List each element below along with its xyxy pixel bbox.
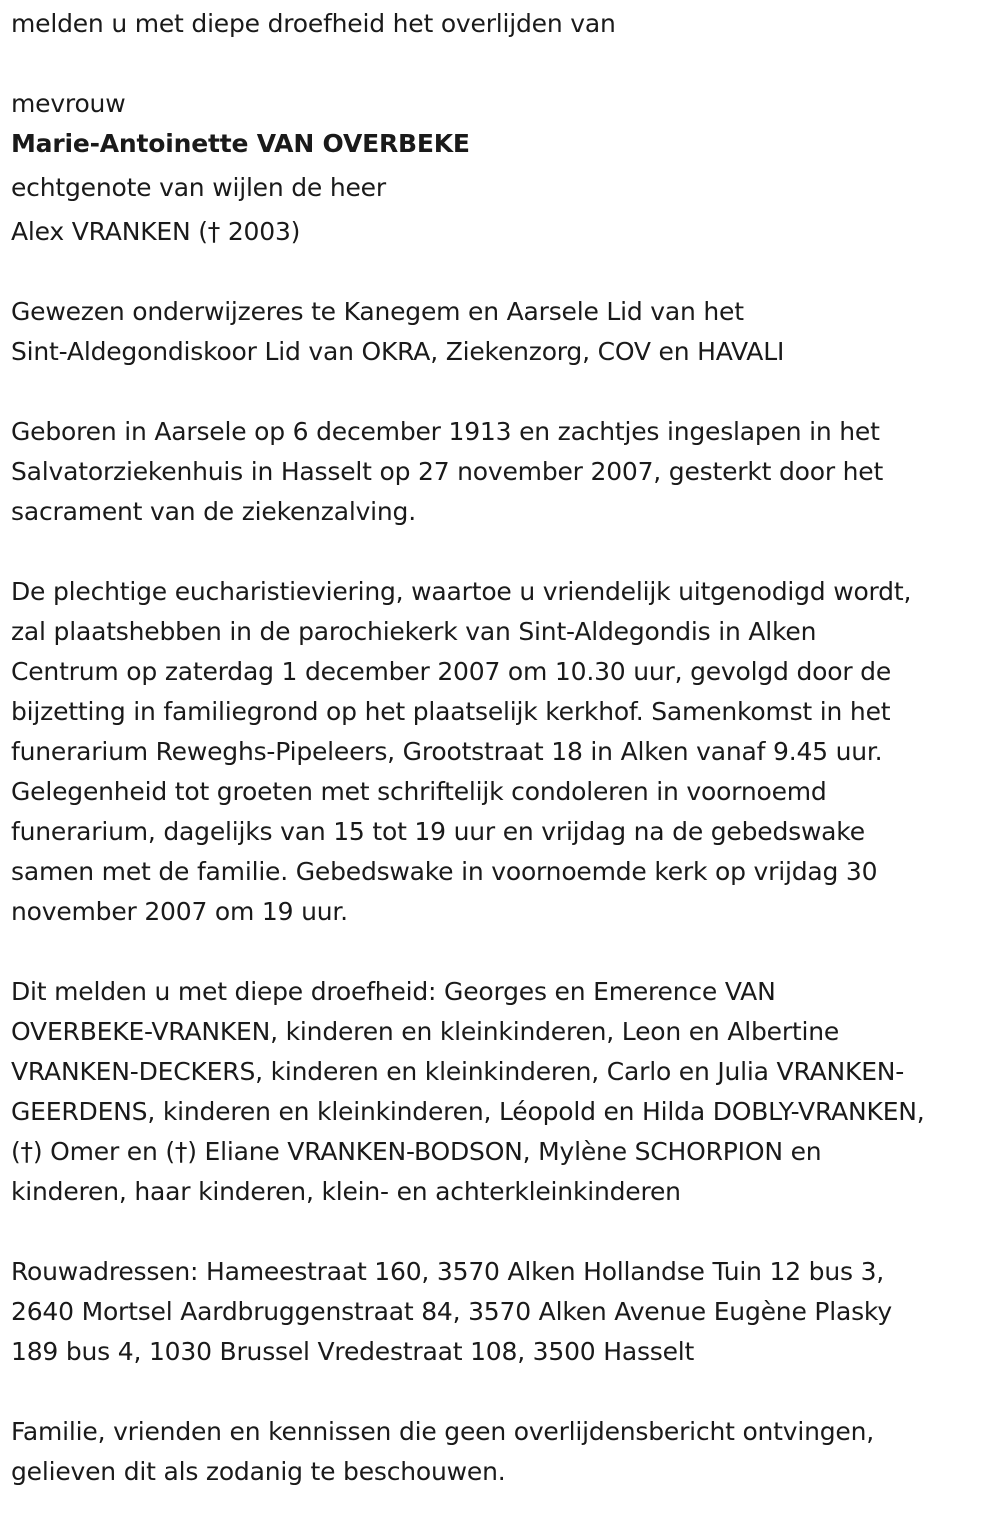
occupation-paragraph — [11, 292, 993, 372]
family-line: OVERBEKE-VRANKEN, kinderen en kleinkinderen, Leon en Albertine — [11, 1017, 840, 1046]
ceremony-line: november 2007 om 19 uur. — [11, 897, 348, 926]
birth-death-line: sacrament van de ziekenzalving. — [11, 497, 416, 526]
spouse-line-2: Alex VRANKEN († 2003) — [11, 217, 301, 246]
ceremony-line: De plechtige eucharistieviering, waartoe u vriendelijk uitgenodigd wordt, — [11, 577, 912, 606]
address-line: Rouwadressen: Hameestraat 160, 3570 Alken Hollandse Tuin 12 bus 3, — [11, 1257, 885, 1286]
address-line: 189 bus 4, 1030 Brussel Vredestraat 108, 3500 Hasselt — [11, 1337, 695, 1366]
address-line: 2640 Mortsel Aardbruggenstraat 84, 3570 Alken Avenue Eugène Plasky — [11, 1297, 892, 1326]
addresses-paragraph — [11, 1252, 993, 1372]
spouse-line-1: echtgenote van wijlen de heer — [11, 173, 386, 202]
intro-text: melden u met diepe droefheid het overlijden van — [11, 9, 616, 38]
family-line: kinderen, haar kinderen, klein- en achterkleinkinderen — [11, 1177, 681, 1206]
closing-line: gelieven dit als zodanig te beschouwen. — [11, 1457, 506, 1486]
ceremony-line: zal plaatshebben in de parochiekerk van Sint-Aldegondis in Alken — [11, 617, 817, 646]
family-line: VRANKEN-DECKERS, kinderen en kleinkinderen, Carlo en Julia VRANKEN- — [11, 1057, 905, 1086]
family-line: (†) Omer en (†) Eliane VRANKEN-BODSON, Mylène SCHORPION en — [11, 1137, 822, 1166]
family-line: GEERDENS, kinderen en kleinkinderen, Léopold en Hilda DOBLY-VRANKEN, — [11, 1097, 925, 1126]
birth-death-paragraph — [11, 412, 993, 532]
family-paragraph — [11, 972, 993, 1212]
deceased-name: Marie-Antoinette VAN OVERBEKE — [11, 129, 470, 158]
birth-death-line: Geboren in Aarsele op 6 december 1913 en zachtjes ingeslapen in het — [11, 417, 880, 446]
obituary-document — [11, 0, 993, 1492]
ceremony-line: bijzetting in familiegrond op het plaatselijk kerkhof. Samenkomst in het — [11, 697, 891, 726]
ceremony-paragraph — [11, 572, 993, 932]
ceremony-line: Centrum op zaterdag 1 december 2007 om 10.30 uur, gevolgd door de — [11, 657, 891, 686]
closing-line: Familie, vrienden en kennissen die geen overlijdensbericht ontvingen, — [11, 1417, 875, 1446]
closing-paragraph — [11, 1412, 993, 1492]
family-line: Dit melden u met diepe droefheid: Georges en Emerence VAN — [11, 977, 776, 1006]
ceremony-line: funerarium, dagelijks van 15 tot 19 uur en vrijdag na de gebedswake — [11, 817, 865, 846]
birth-death-line: Salvatorziekenhuis in Hasselt op 27 november 2007, gesterkt door het — [11, 457, 884, 486]
ceremony-line: Gelegenheid tot groeten met schriftelijk condoleren in voornoemd — [11, 777, 827, 806]
occupation-line: Gewezen onderwijzeres te Kanegem en Aarsele Lid van het — [11, 297, 744, 326]
salutation: mevrouw — [11, 89, 126, 118]
ceremony-line: samen met de familie. Gebedswake in voornoemde kerk op vrijdag 30 — [11, 857, 878, 886]
ceremony-line: funerarium Reweghs-Pipeleers, Grootstraat 18 in Alken vanaf 9.45 uur. — [11, 737, 883, 766]
occupation-line: Sint-Aldegondiskoor Lid van OKRA, Ziekenzorg, COV en HAVALI — [11, 337, 785, 366]
